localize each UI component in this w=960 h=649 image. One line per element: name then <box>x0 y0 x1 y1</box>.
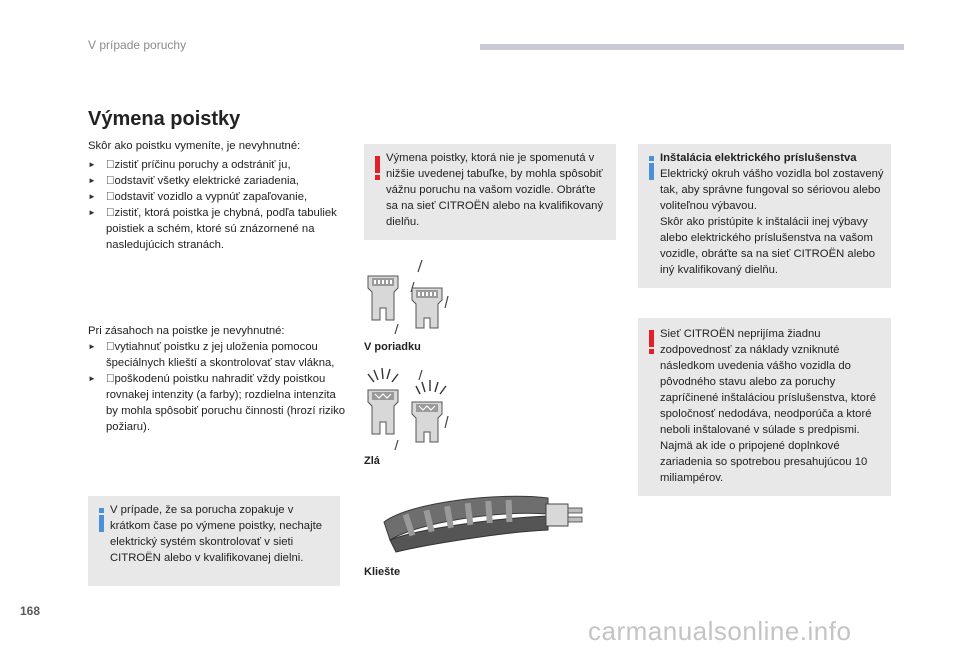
list-item-text: zistiť príčinu poruchy a odstrániť ju, <box>114 159 291 171</box>
list-item <box>88 189 348 205</box>
fuse-pliers-illustration <box>380 484 590 558</box>
list-item <box>88 371 346 435</box>
list-item-text: zistiť, ktorá poistka je chybná, podľa tabuliek poistiek a schém, ktoré sú znázornené na nasledujúcich stranách. <box>106 207 337 251</box>
warning-icon <box>648 330 655 354</box>
list-item-text: vytiahnuť poistku z jej uloženia pomocou špeciálnych klieští a skontrolovať stav vlákna, <box>106 341 335 369</box>
info-box-left-text: V prípade, že sa porucha zopakuje v krátkom čase po výmene poistky, nechajte elektrický systém skontrolovať v sieti CITROËN alebo v kvalifikovanej dielni. <box>110 504 323 564</box>
fuse-blown-illustration <box>362 364 472 454</box>
info-box-right-para1: Elektrický okruh vášho vozidla bol zostavený tak, aby správne fungoval so sériovou alebo voliteľnou výbavou. <box>660 168 884 212</box>
info-box-right-para2: Skôr ako pristúpite k inštalácii inej výbavy alebo elektrického príslušenstva na vašom vozidle, obráťte sa na sieť CITROËN alebo iný kvalifikovaný dielňu. <box>660 216 876 276</box>
intro-lead: Skôr ako poistku vymeníte, je nevyhnutné: <box>88 140 301 152</box>
info-icon <box>98 508 105 532</box>
fuse-icon <box>412 288 442 328</box>
warning-box-middle <box>364 144 616 240</box>
handling-block <box>88 323 346 435</box>
pliers-icon <box>384 496 582 552</box>
list-item-text: poškodenú poistku nahradiť vždy poistkou rovnakej intenzity (a farby); rozdielna intenzita by mohla spôsobiť poruchu činnosti (hrozí riziko požiaru). <box>106 373 346 433</box>
bullet-arrow-icon: ► <box>88 374 96 383</box>
list-item <box>88 157 348 173</box>
handling-list <box>88 339 346 435</box>
warning-icon <box>374 156 381 180</box>
page-number: 168 <box>20 604 41 618</box>
list-item-text: odstaviť všetky elektrické zariadenia, <box>114 175 299 187</box>
info-box-right <box>638 144 891 288</box>
handling-lead: Pri zásahoch na poistke je nevyhnutné: <box>88 325 285 337</box>
fuse-ok-illustration <box>362 252 472 340</box>
info-box-right-content <box>638 150 885 278</box>
pliers-caption: Kliešte <box>364 566 401 578</box>
warning-box-right-text: Sieť CITROËN neprijíma žiadnu zodpovednosť za náklady vzniknuté následkom uvedenia vášho vozidla do pôvodného stavu alebo za poruchy zapríčinené inštaláciou príslušenstva, ktoré spoločnosť nedodáva, neodporúča a ktoré neboli inštalované v súlade s predpismi. Najmä ak ide o pripojené doplnkové zariadenia so spotrebou presahujúcou 10 miliampérov. <box>660 328 877 484</box>
list-item-text: odstaviť vozidlo a vypnúť zapaľovanie, <box>114 191 308 203</box>
bullet-arrow-icon: ► <box>88 176 96 185</box>
bullet-arrow-icon: ► <box>88 208 96 217</box>
info-box-right-title: Inštalácia elektrického príslušenstva <box>660 152 857 164</box>
intro-list <box>88 157 348 253</box>
bullet-arrow-icon: ► <box>88 160 96 169</box>
list-item <box>88 339 346 371</box>
bullet-arrow-icon: ► <box>88 342 96 351</box>
section-title: Výmena poistky <box>88 108 241 130</box>
info-icon <box>648 156 655 180</box>
watermark: carmanualsonline.info <box>588 616 852 646</box>
bullet-arrow-icon: ► <box>88 192 96 201</box>
running-header: V prípade poruchy <box>88 38 187 52</box>
fuse-icon <box>368 276 398 320</box>
fuse-icon <box>412 402 442 442</box>
list-item <box>88 173 348 189</box>
fuse-icon <box>368 390 398 434</box>
fuse-blown-caption: Zlá <box>364 455 380 467</box>
info-box-left <box>88 496 340 586</box>
warning-box-right <box>638 318 891 496</box>
intro-block <box>88 138 348 253</box>
header-bar <box>480 44 904 50</box>
list-item <box>88 205 348 253</box>
warning-box-middle-text: Výmena poistky, ktorá nie je spomenutá v nižšie uvedenej tabuľke, by mohla spôsobiť vážnu poruchu na vašom vozidle. Obráťte sa na sieť CITROËN alebo na kvalifikovaný dielňu. <box>386 152 604 228</box>
fuse-ok-caption: V poriadku <box>364 341 421 353</box>
